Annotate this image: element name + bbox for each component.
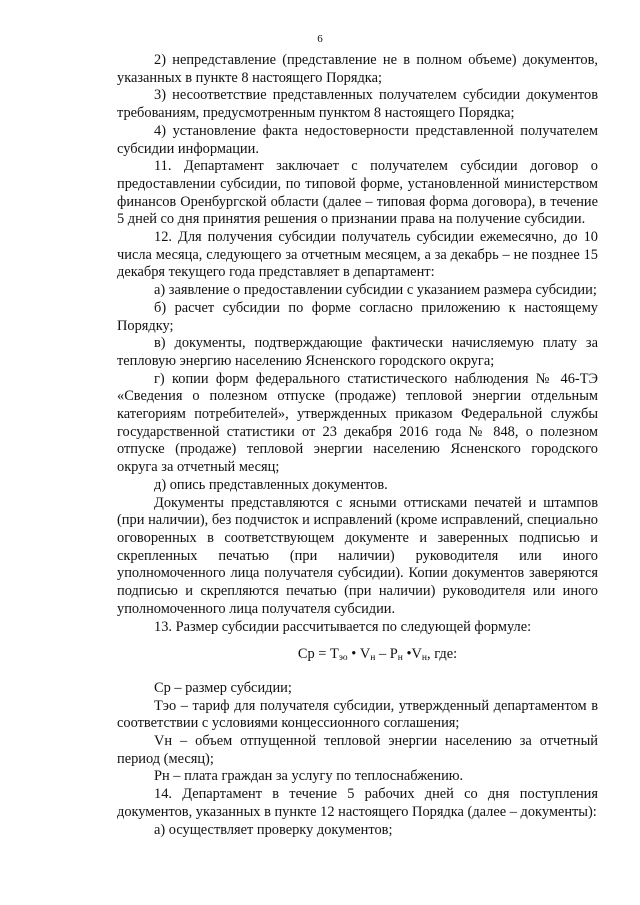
paragraph-12-v: в) документы, подтверждающие фактически начисляемую плату за тепловую энергию населению Ясненского городского округа; (117, 335, 598, 369)
formula-t-subscript: эо (338, 653, 348, 664)
paragraph-14-a: а) осуществляет проверку документов; (154, 821, 393, 838)
paragraph-12-b: б) расчет субсидии по форме согласно приложению к настоящему Порядку; (117, 299, 598, 334)
paragraph-12-d: д) опись представленных документов. (154, 476, 388, 493)
paragraph-12-g: г) копии форм федерального статистического наблюдения № 46-ТЭ «Сведения о полезном отпуске (продаже) тепловой энергии отдельным категориям потребителей», утвержденных приказом Федеральной службы государственной статистики от 23 декабря 2016 года № 848, о полезном отпуске (продаже) тепловой энергии населению Ясненского городского округа за отчетный месяц; (117, 370, 598, 476)
paragraph-item-3: 3) несоответствие представленных получателем субсидии документов требованиям, предусмотренным пунктом 8 настоящего Порядка; (117, 87, 598, 122)
definition-vn: Vн – объем отпущенной тепловой энергии населению за отчетный период (месяц); (117, 733, 598, 767)
formula-tail: , где: (427, 646, 458, 663)
paragraph-14: 14. Департамент в течение 5 рабочих дней со дня поступления документов, указанных в пункте 12 настоящего Порядка (далее – документы): (117, 786, 598, 820)
paragraph-11: 11. Департамент заключает с получателем субсидии договор о предоставлении субсидии, по типовой форме, установленной министерством финансов Оренбургской области (далее – типовая форма договора), в течение 5 дней со дня принятия решения о признании права на получение субсидии. (117, 158, 598, 228)
definition-cp: Ср – размер субсидии; (154, 679, 292, 696)
definition-teo: Тэо – тариф для получателя субсидии, утвержденный департаментом в соответствии с условиями концессионного соглашения; (117, 697, 598, 732)
page-number: 6 (317, 33, 323, 45)
document-body (117, 52, 598, 839)
formula-mid2: – P (375, 646, 398, 663)
paragraph-item-4: 4) установление факта недостоверности представленной получателем субсидии информации. (117, 122, 598, 157)
formula-mid1: • V (347, 646, 371, 663)
definition-pn: Рн – плата граждан за услугу по теплоснабжению. (154, 768, 464, 785)
formula-mid3: •V (402, 646, 422, 663)
formula-p-subscript: н (397, 653, 403, 664)
paragraph-documents-requirements: Документы представляются с ясными оттисками печатей и штампов (при наличии), без подчисток и исправлений (кроме исправлений, специально оговоренных в соответствующем документе и заверенных подписью и скрепленных печатью (при наличии) руководителя или иного уполномоченного лица получателя субсидии). Копии документов заверяются подписью и скрепляются печатью (при наличии) руководителя или иного уполномоченного лица получателя субсидии. (117, 494, 598, 617)
formula-v-subscript: н (370, 653, 376, 664)
formula-v2-subscript: н (421, 653, 427, 664)
paragraph-12-a: а) заявление о предоставлении субсидии с указанием размера субсидии; (154, 282, 597, 299)
subsidy-formula (117, 646, 598, 668)
paragraph-12: 12. Для получения субсидии получатель субсидии ежемесячно, до 10 числа месяца, следующего за отчетным месяцем, а за декабрь – не позднее 15 декабря текущего года представляет в департамент: (117, 229, 598, 281)
formula-lhs: Ср = Т (297, 646, 339, 663)
paragraph-item-2: 2) непредставление (представление не в полном объеме) документов, указанных в пункте 8 настоящего Порядка; (117, 52, 598, 86)
paragraph-13: 13. Размер субсидии рассчитывается по следующей формуле: (154, 618, 532, 635)
